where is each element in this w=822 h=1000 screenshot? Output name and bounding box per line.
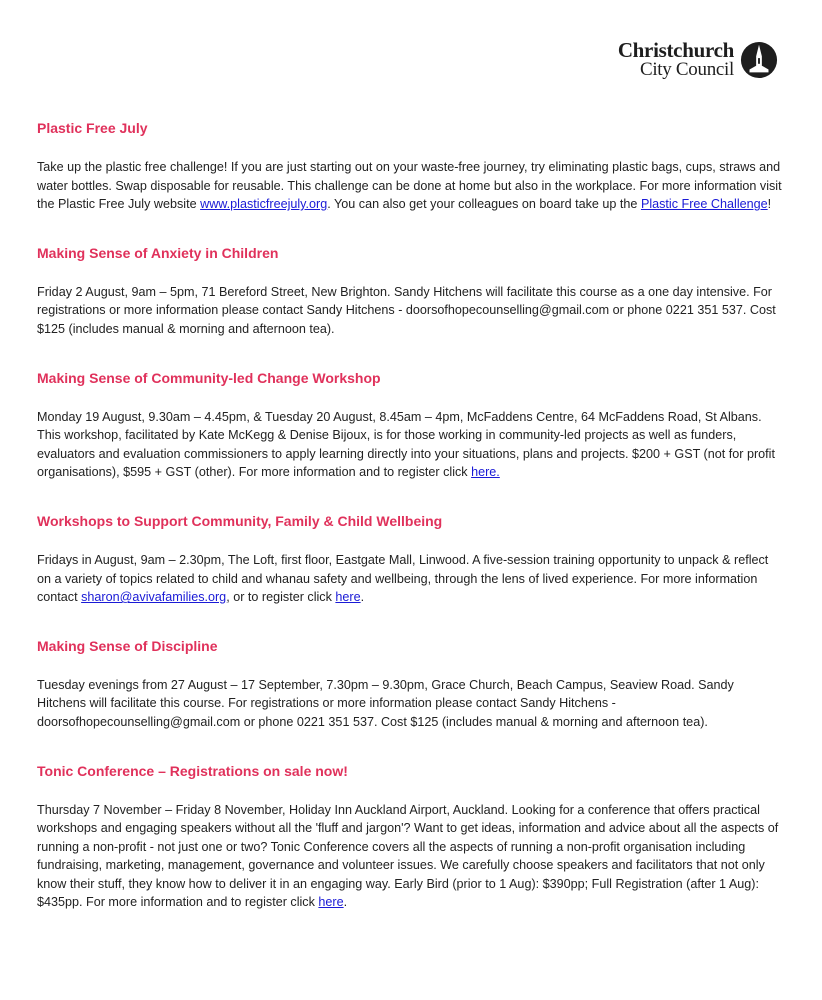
register-here-link[interactable]: here (318, 895, 344, 910)
section-body: Fridays in August, 9am – 2.30pm, The Loft, first floor, Eastgate Mall, Linwood. A five-session training opportunity to unpack & reflect on a variety of topics related to child and whanau safety and wellbeing, through the lens of lived experience. For more information contact sharon@avivafamilies.org, or to register click here. (37, 552, 769, 605)
contact-email-link[interactable]: sharon@avivafamilies.org (81, 590, 227, 605)
section-heading: Tonic Conference – Registrations on sale now! (37, 762, 348, 779)
logo-line-1: Christchurch (617, 38, 734, 62)
section-body: Tuesday evenings from 27 August – 17 September, 7.30pm – 9.30pm, Grace Church, Beach Campus, Seaview Road. Sandy Hitchens will facilitate this course. For registrations or more information please contact Sandy Hitchens - doorsofhopecounselling@gmail.com or phone 0221 351 537. Cost $125 (includes manual & morning and afternoon tea). (37, 677, 734, 729)
cathedral-spire-icon (740, 41, 778, 79)
plastic-free-challenge-link[interactable]: Plastic Free Challenge (640, 197, 768, 212)
section-body: Thursday 7 November – Friday 8 November, Holiday Inn Auckland Airport, Auckland. Looking for a conference that offers practical workshops and engaging speakers without all the 'fluff and jargon'? Want to get ideas, information and advice about all the aspects of running a non-profit - not just one or two? Tonic Conference covers all the aspects of running a non-profit organisation including fundraising, marketing, management, governance and volunteer issues. We carefully choose speakers and facilitators that not only know their stuff, they know how to deliver it in an engaging way. Early Bird (prior to 1 Aug): $390pp; Full Registration (after 1 Aug): $435pp. For more information and to register click here. (37, 802, 779, 910)
section-discipline (37, 636, 785, 732)
section-heading: Making Sense of Discipline (37, 637, 218, 654)
section-plastic-free-july (37, 118, 785, 214)
plasticfreejuly-website-link[interactable]: www.plasticfreejuly.org (200, 197, 328, 212)
section-tonic-conference (37, 761, 785, 913)
newsletter-content (37, 118, 785, 941)
section-community-wellbeing-workshops (37, 511, 785, 607)
logo-line-2: City Council (639, 59, 734, 80)
section-body: Monday 19 August, 9.30am – 4.45pm, & Tuesday 20 August, 8.45am – 4pm, McFaddens Centre, 64 McFaddens Road, St Albans. This workshop, facilitated by Kate McKegg & Denise Bijoux, is for those working in community-led projects as well as funders, evaluators and evaluation commissioners to apply learning directly into your situations, plans and projects. $200 + GST (not for profit organisations), $595 + GST (other). For more information and to register click here. (37, 409, 775, 480)
register-here-link[interactable]: here. (471, 465, 500, 480)
section-body: Take up the plastic free challenge! If you are just starting out on your waste-free journey, try eliminating plastic bags, cups, straws and water bottles. Swap disposable for reusable. This challenge can be done at home but also in the workplace. For more information visit the Plastic Free July website www.plasticfreejuly.org. You can also get your colleagues on board take up the Plastic Free Challenge! (37, 160, 782, 212)
council-logo (618, 40, 778, 79)
section-anxiety-in-children (37, 243, 785, 339)
section-community-led-change (37, 368, 785, 482)
section-body: Friday 2 August, 9am – 5pm, 71 Bereford Street, New Brighton. Sandy Hitchens will facilitate this course as a one day intensive. For registrations or more information please contact Sandy Hitchens - doorsofhopecounselling@gmail.com or phone 0221 351 537. Cost $125 (includes manual & morning and afternoon tea). (37, 284, 776, 336)
register-here-link[interactable]: here (335, 590, 361, 605)
section-heading: Making Sense of Community-led Change Workshop (37, 369, 381, 386)
logo-wordmark (618, 40, 734, 79)
section-heading: Plastic Free July (37, 120, 148, 136)
section-heading: Making Sense of Anxiety in Children (37, 244, 279, 261)
section-heading: Workshops to Support Community, Family & Child Wellbeing (37, 512, 443, 529)
